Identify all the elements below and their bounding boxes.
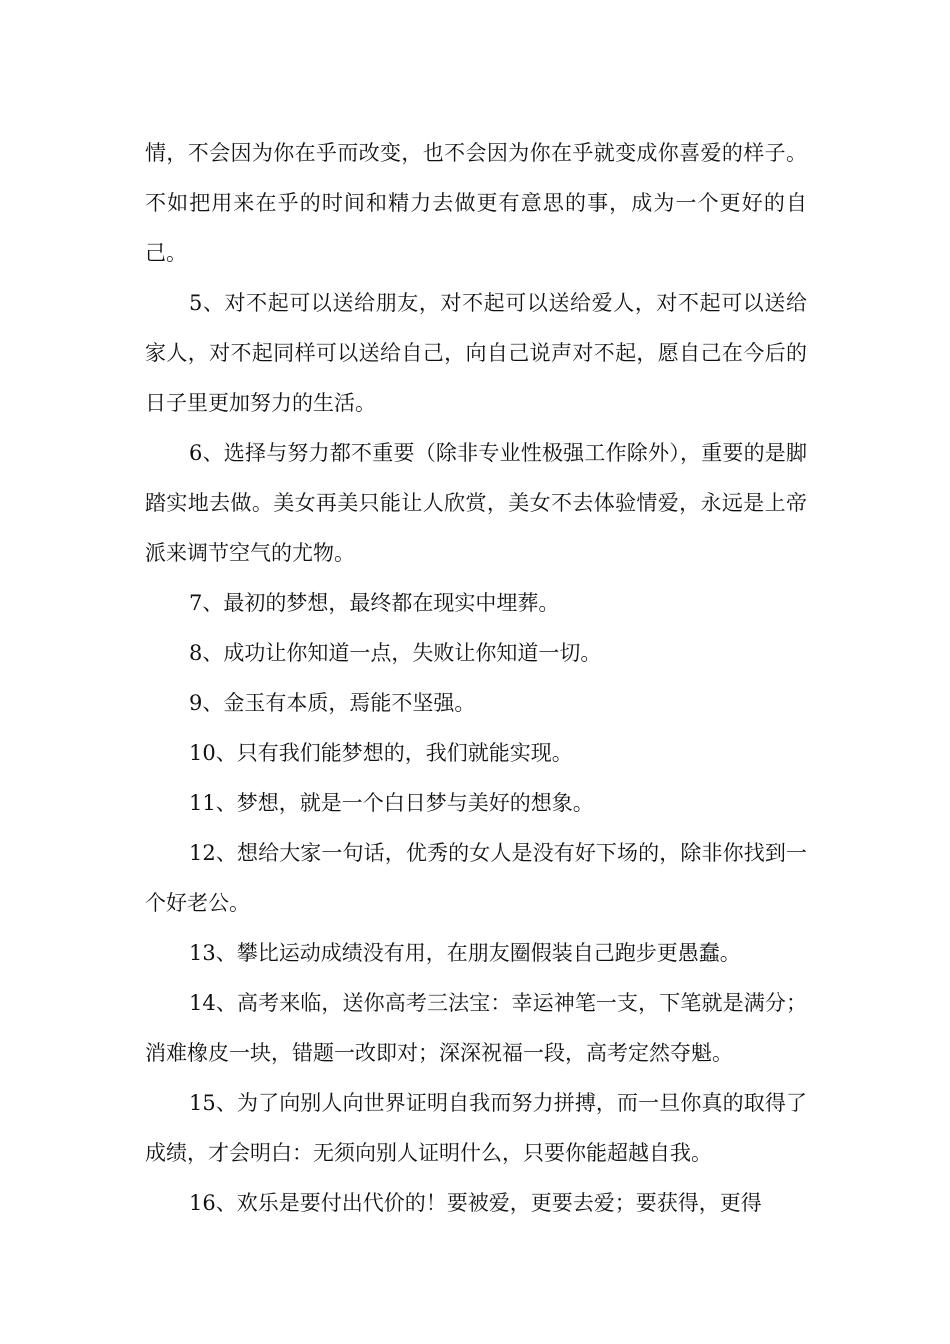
paragraph-item-10: 10、只有我们能梦想的，我们就能实现。	[189, 741, 573, 765]
paragraph-item-9: 9、金玉有本质，焉能不坚强。	[189, 691, 476, 715]
document-body	[145, 128, 807, 1228]
paragraph-item-6: 6、选择与努力都不重要（除非专业性极强工作除外），重要的是脚踏实地去做。美女再美只能让人欣赏，美女不去体验情爱，永远是上帝派来调节空气的尤物。	[145, 441, 807, 565]
paragraph-item-13: 13、攀比运动成绩没有用，在朋友圈假装自己跑步更愚蠢。	[189, 941, 741, 965]
paragraph-item-5: 5、对不起可以送给朋友，对不起可以送给爱人，对不起可以送给家人，对不起同样可以送给自己，向自己说声对不起，愿自己在今后的日子里更加努力的生活。	[145, 291, 807, 415]
paragraph-item-16: 16、欢乐是要付出代价的！要被爱，更要去爱；要获得，更得	[189, 1191, 762, 1215]
paragraph-item-8: 8、成功让你知道一点，失败让你知道一切。	[189, 641, 602, 665]
paragraph-item-12: 12、想给大家一句话，优秀的女人是没有好下场的，除非你找到一个好老公。	[145, 841, 807, 915]
paragraph-item-15: 15、为了向别人向世界证明自我而努力拼搏，而一旦你真的取得了成绩，才会明白：无须向别人证明什么，只要你能超越自我。	[145, 1091, 807, 1165]
paragraph-item-7: 7、最初的梦想，最终都在现实中埋葬。	[189, 591, 560, 615]
paragraph-item-11: 11、梦想，就是一个白日梦与美好的想象。	[189, 791, 594, 815]
paragraph-item-14: 14、高考来临，送你高考三法宝：幸运神笔一支，下笔就是满分；消难橡皮一块，错题一改即对；深深祝福一段，高考定然夺魁。	[145, 991, 807, 1065]
paragraph-continuation: 情，不会因为你在乎而改变，也不会因为你在乎就变成你喜爱的样子。不如把用来在乎的时间和精力去做更有意思的事，成为一个更好的自己。	[145, 141, 807, 265]
